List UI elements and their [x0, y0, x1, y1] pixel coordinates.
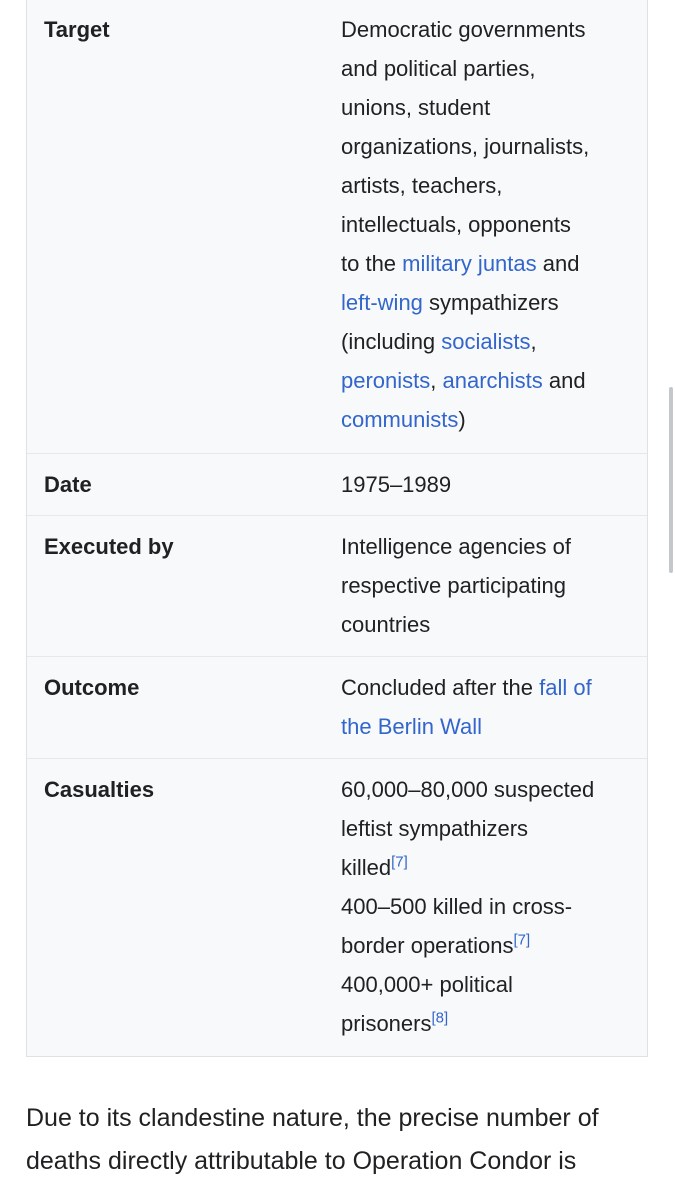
fall-of-berlin-wall-link-continued[interactable]: the Berlin Wall	[341, 714, 483, 739]
outcome-text: Concluded after the	[341, 675, 540, 700]
casualties-line	[341, 848, 637, 887]
casualties-line: 400,000+ political	[341, 972, 513, 997]
outcome-line	[341, 668, 637, 707]
anarchists-link[interactable]: anarchists	[442, 368, 543, 393]
executed-by-label: Executed by	[44, 534, 174, 559]
target-line: organizations, journalists,	[341, 134, 590, 159]
outcome-line	[341, 707, 637, 746]
infobox-row-outcome	[27, 656, 647, 758]
target-line-leftwing	[341, 283, 637, 322]
executed-by-value	[341, 527, 647, 644]
scrollbar-thumb[interactable]	[669, 387, 673, 573]
casualties-text: killed	[341, 855, 392, 880]
target-text: sympathizers	[422, 290, 559, 315]
date-value: 1975–1989	[341, 472, 452, 497]
infobox-row-target	[27, 0, 647, 453]
target-line: artists, teachers,	[341, 173, 503, 198]
military-juntas-link[interactable]: military juntas	[402, 251, 537, 276]
citation-7[interactable]: [7]	[513, 931, 531, 949]
target-text: ,	[430, 368, 443, 393]
infobox-row-date	[27, 453, 647, 515]
executed-by-line: countries	[341, 612, 431, 637]
executed-by-line: Intelligence agencies of	[341, 534, 571, 559]
socialists-link[interactable]: socialists	[441, 329, 531, 354]
casualties-line: 400–500 killed in cross-	[341, 894, 573, 919]
target-line: intellectuals, opponents	[341, 212, 571, 237]
target-value	[341, 10, 647, 439]
outcome-label: Outcome	[44, 675, 140, 700]
casualties-text: border operations	[341, 933, 514, 958]
casualties-value	[341, 770, 647, 1043]
citation-7[interactable]: [7]	[391, 853, 408, 871]
target-text: (including	[341, 329, 442, 354]
left-wing-link[interactable]: left-wing	[341, 290, 423, 315]
infobox-row-casualties	[27, 758, 647, 1056]
outcome-value	[341, 668, 647, 746]
target-line: and political parties,	[341, 56, 536, 81]
casualties-label: Casualties	[44, 777, 155, 802]
casualties-line: 60,000–80,000 suspected	[341, 777, 595, 802]
body-paragraph	[26, 1097, 656, 1183]
paragraph-line: Due to its clandestine nature, the precise number of	[26, 1104, 599, 1132]
peronists-link[interactable]: peronists	[341, 368, 431, 393]
target-text: and	[536, 251, 580, 276]
casualties-line: leftist sympathizers	[341, 816, 529, 841]
target-label: Target	[44, 17, 110, 42]
target-text: and	[542, 368, 586, 393]
casualties-text: prisoners	[341, 1011, 432, 1036]
target-line-socialists	[341, 322, 637, 361]
target-text: )	[458, 407, 466, 432]
citation-8[interactable]: [8]	[431, 1009, 449, 1027]
target-line: unions, student	[341, 95, 491, 120]
casualties-line	[341, 926, 637, 965]
target-text: ,	[530, 329, 537, 354]
infobox-row-executed-by	[27, 515, 647, 656]
fall-of-berlin-wall-link[interactable]: fall of	[539, 675, 592, 700]
target-line-juntas	[341, 244, 637, 283]
infobox	[26, 0, 648, 1057]
target-line-peronists	[341, 361, 637, 400]
target-text: to the	[341, 251, 403, 276]
executed-by-line: respective participating	[341, 573, 567, 598]
paragraph-line: deaths directly attributable to Operation Condor is	[26, 1147, 577, 1175]
communists-link[interactable]: communists	[341, 407, 459, 432]
date-label: Date	[44, 472, 92, 497]
casualties-line	[341, 1004, 637, 1043]
target-line-communists	[341, 400, 637, 439]
target-line: Democratic governments	[341, 17, 586, 42]
